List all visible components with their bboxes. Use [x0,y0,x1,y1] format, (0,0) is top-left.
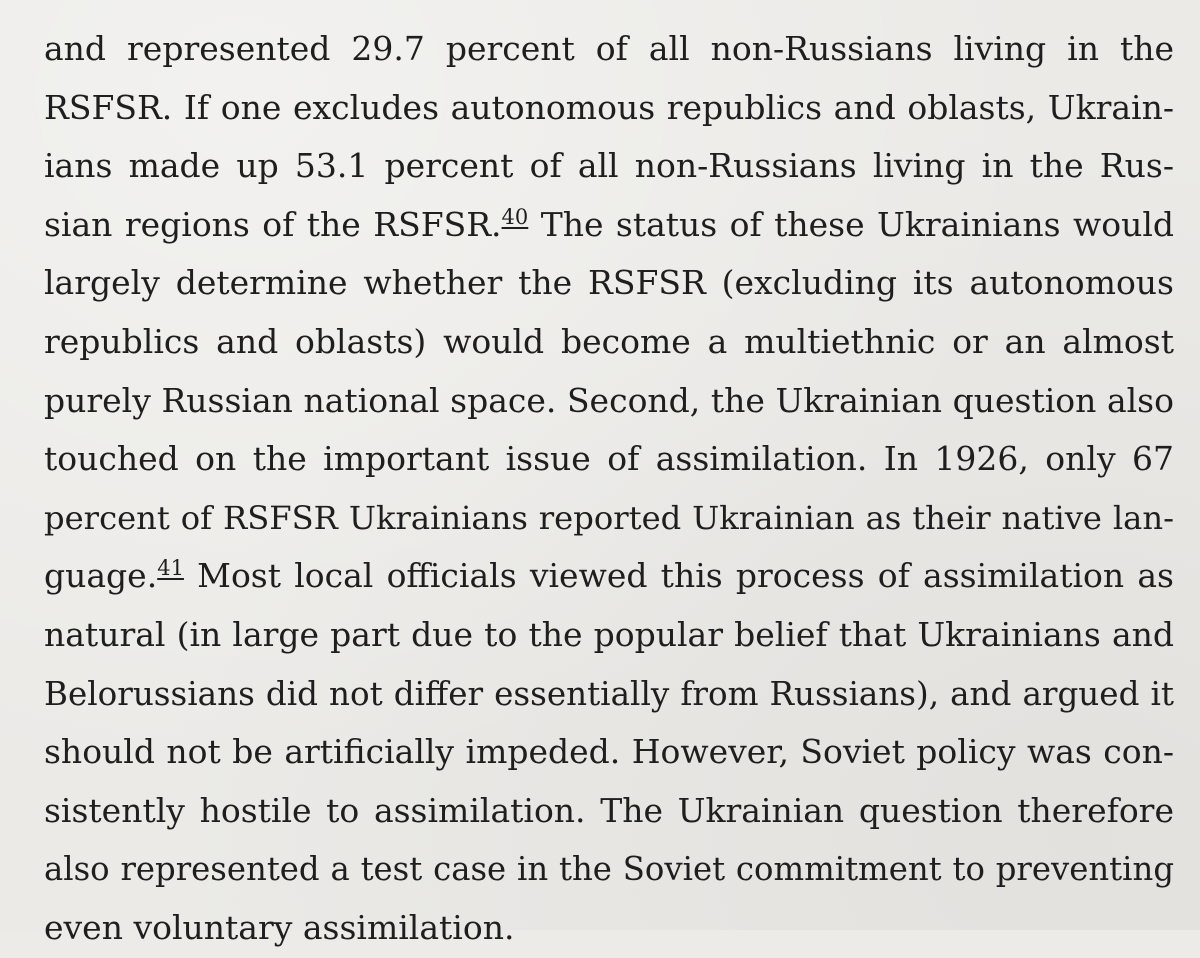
text-segment: should not be artificially impeded. However, Soviet policy was con- [44,732,1174,772]
text-line [44,782,1174,841]
text-segment: purely Russian national space. Second, the Ukrainian question also [44,380,1174,420]
text-line [44,313,1174,372]
text-segment: also represented a test case in the Soviet commitment to preventing [44,850,1174,889]
body-paragraph [44,20,1174,958]
text-segment: natural (in large part due to the popular belief that Ukrainians and [44,614,1174,654]
text-segment: even voluntary assimilation. [44,907,515,947]
text-line [44,20,1174,79]
text-segment: guage. [44,556,158,596]
text-segment: Belorussians did not differ essentially from Russians), and argued it [44,674,1174,713]
text-segment: The status of these Ukrainians would [528,204,1174,244]
text-line [44,372,1174,431]
text-line [44,196,1174,255]
footnote-marker: 41 [157,556,184,581]
text-line [44,137,1174,196]
text-segment: RSFSR. If one excludes autonomous republics and oblasts, Ukrain- [44,87,1174,127]
text-segment: Most local officials viewed this process of assimilation as [183,556,1174,596]
text-segment: ians made up 53.1 percent of all non-Russians living in the Rus- [44,146,1174,186]
text-segment: and represented 29.7 percent of all non-Russians living in the [44,29,1174,68]
text-line [44,840,1174,899]
text-segment: sian regions of the RSFSR. [44,204,502,244]
text-segment: percent of RSFSR Ukrainians reported Ukrainian as their native lan- [44,498,1174,537]
text-line [44,606,1174,665]
text-line [44,899,1174,958]
text-line [44,489,1174,548]
text-segment: touched on the important issue of assimilation. In 1926, only 67 [44,439,1174,479]
text-line [44,665,1174,724]
text-line [44,79,1174,138]
text-line [44,430,1174,489]
footnote-marker: 40 [501,204,529,229]
text-line [44,723,1174,782]
text-segment: largely determine whether the RSFSR (excluding its autonomous [44,263,1174,303]
text-segment: sistently hostile to assimilation. The Ukrainian question therefore [44,790,1174,830]
text-line [44,254,1174,313]
text-segment: republics and oblasts) would become a multiethnic or an almost [44,321,1174,361]
text-line [44,547,1174,606]
